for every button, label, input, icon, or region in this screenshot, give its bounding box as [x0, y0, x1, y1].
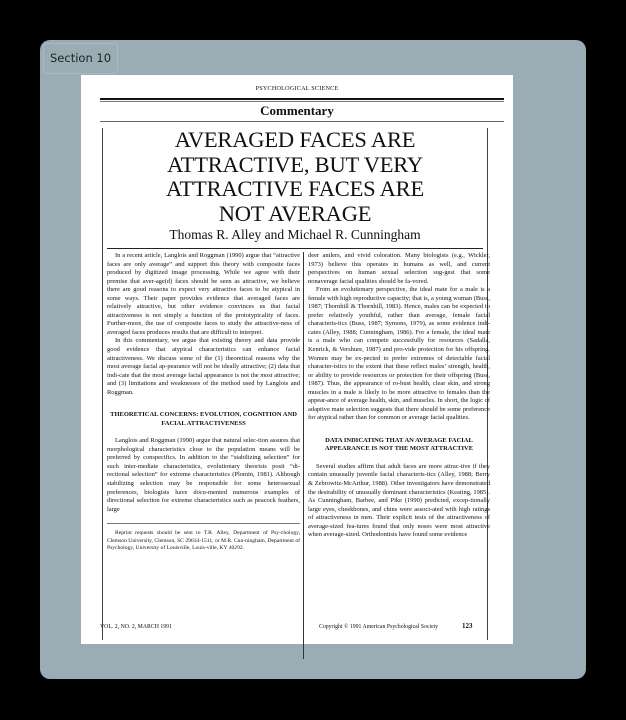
document-panel [40, 40, 586, 679]
paragraph: From an evolutionary perspective, the ideal mate for a male is a female with high reproductive capacity; that is, a young woman (Buss, 1987; Thornhill & Thornhill, 1983). Hence, males can be expected to prefer relatively youthful, rather than average, female facial characteris-tics (Buss, 1987; Symons, 1979), as some evidence indi-cates (Alley, 1988; Cunningham, 1986). For a female, the ideal mate is a male who can compete successfully for resources (Sadalla, Kenrick, & Vershure, 1987) and pro-vide protection for his offspring. Women may be ex-pected to prefer extremes of detectable facial character-istics to the extent that these reflect males’ strength, health, or ability to provide resources or protection for their offspring (Buss, 1987). Thus, the appearance of ro-bust health, clear skin, and strong muscles in a male is likely to be more attractive to females than the appear-ance of average health, skin, and muscles. In short, the logic of adaptive mate selection suggests that there should be some preference for atypical rather than for common or average facial qualities. [308, 286, 490, 422]
journal-header: PSYCHOLOGICAL SCIENCE [255, 85, 339, 92]
title-line: ATTRACTIVE, BUT VERY [167, 151, 423, 177]
section-heading: DATA INDICATING THAT AN AVERAGE FACIAL APPEARANCE IS NOT THE MOST ATTRACTIVE [324, 436, 474, 453]
paragraph-text: attractive; and (3) limitations and weaknesses of the method used by Langlois and Roggman. [107, 371, 300, 396]
left-column [107, 252, 300, 552]
header-rule-secondary [100, 101, 504, 102]
title-line: ATTRACTIVE FACES ARE [165, 176, 425, 201]
footnote-rule [107, 523, 300, 524]
article-authors: Thomas R. Alley and Michael R. Cunningham [169, 227, 421, 242]
article-category: Commentary [260, 103, 334, 118]
right-column [303, 252, 490, 659]
footnote: Reprint requests should be sent to T.R. Alley, Department of Psy-chology, Clemson University, Clemson, SC 29634-1511, or M.R. Cun-ningham, Department of Psychology, University of Louisville, Louis-ville, KY 40292. [107, 530, 300, 552]
paragraph: Several studies affirm that adult faces are more attrac-tive if they contain unusually juvenile facial characteris-tics (Alley, 1988; Berry & Zebrowitz-McArthur, 1988). Other investigators have demonstrated the desirability of unusually dominant characteristics (Keating, 1985). As Cunningham, Barbee, and Pike (1990) predicted, excep-tionally large eyes, cheekbones, and chins were associ-ated with high ratings of attractiveness in men. Their explicit tests of the attractiveness of average-sized fea-tures found that only noses were most attractive when average-sized. Orthodontists have found some evidence [308, 462, 490, 539]
title-line: NOT AVERAGE [218, 200, 372, 226]
paragraph: Langlois and Roggman (1990) argue that natural selec-tion assures that morphological characteristics close to the population means will be preferred by conspecifics. In addition to the “stabilizing selection” for such inter-mediate characteristics, evolutionary theorists posit “di-rectional selection” for extreme characteristics (Plomin, 1981). Although stabilizing selection may be responsible for some heterosexual preferences, biologists have docu-mented numerous examples of directional selection for extreme characteristics such as peacock feathers, large [107, 437, 300, 513]
authors-rule [107, 248, 483, 249]
volume-info: VOL. 2, NO. 2, MARCH 1991 [100, 624, 172, 630]
article-frame [102, 128, 488, 640]
section-label: Section 10 [43, 43, 118, 74]
header-rule [100, 98, 504, 100]
category-rule [100, 121, 504, 122]
document-page [81, 75, 513, 644]
paragraph-text: In this commentary, we argue that existing theory and data provide good evidence that atypical characteristics can enhance facial attractiveness. We discuss some of the (1) theoretical reasons why the most average facial ap-pearance will not be ideally attractive; (2) data that indi-cate that the most average facial appearance is not the [107, 337, 300, 379]
emphasis-text: most [260, 371, 273, 379]
section-heading: THEORETICAL CONCERNS: EVOLUTION, COGNITION AND FACIAL ATTRACTIVENESS [110, 411, 297, 427]
paragraph: In a recent article, Langlois and Roggman (1990) argue that “attractive faces are only average” and support this theory with composite faces produced by digitized image processing. While we agree with their premise that aver-age(d) faces should be seen as attractive, we believe there are good reasons to expect very attractive faces to be atypical in some ways. Their paper provides evidence that averaged faces are relatively attractive, but other evidence convinces us that facial attractiveness is not simply a function of the prototypicality of faces. Further-more, the use of composite faces to study the attractive-ness of averaged faces produces results that are difficult to interpret. [107, 252, 300, 336]
title-line: AVERAGED FACES ARE [174, 127, 416, 152]
copyright-notice: Copyright © 1991 American Psychological Society [319, 624, 439, 630]
paragraph: deer antlers, and vivid coloration. Many biologists (e.g., Wickler, 1973) believe this operates in humans as well, and current perspectives on human sexual selection sug-gest that some nonaverage facial qualities should be fa-vored. [308, 252, 490, 285]
article-title [103, 128, 487, 226]
page-number: 123 [462, 622, 473, 630]
paragraph [107, 337, 300, 397]
